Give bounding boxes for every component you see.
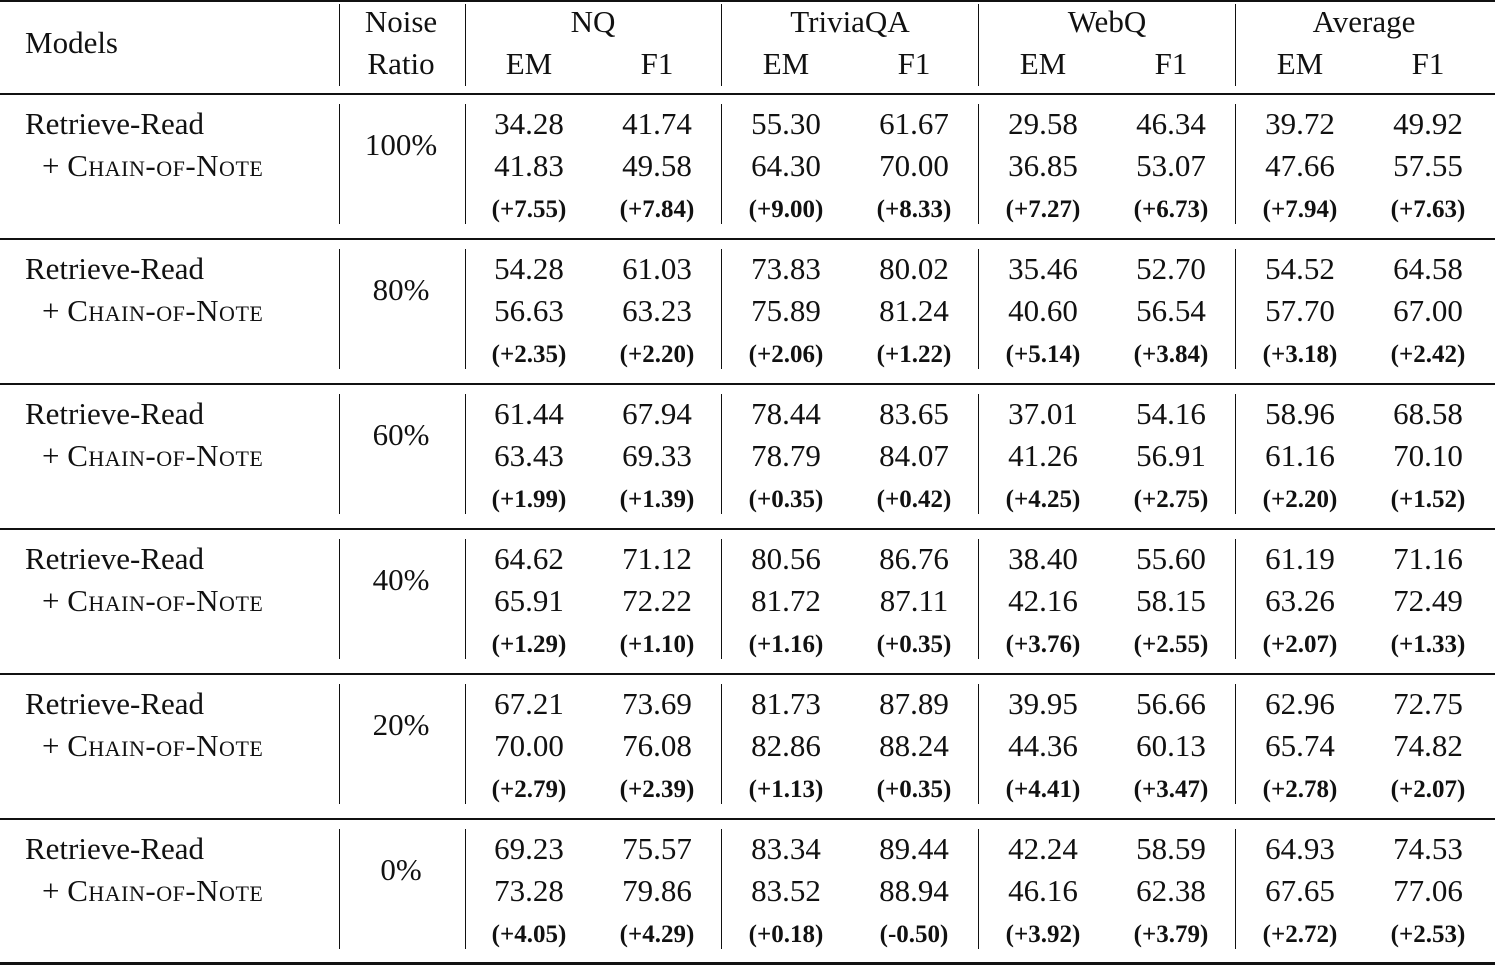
model-name-base: Retrieve-Read: [25, 541, 205, 576]
score-baseline: 80.56: [751, 541, 821, 576]
score-baseline: 54.16: [1136, 396, 1206, 431]
score-chain-of-note: 42.16: [1008, 583, 1078, 618]
score-improvement: (+2.06): [748, 341, 824, 368]
score-improvement: (+1.22): [876, 341, 952, 368]
score-improvement: (+1.52): [1390, 486, 1466, 513]
header-f1: F1: [897, 46, 931, 81]
score-improvement: (+3.79): [1133, 921, 1209, 948]
method-name: Chain-of-Note: [67, 438, 264, 473]
score-improvement: (+2.07): [1262, 631, 1338, 658]
noise-ratio: 0%: [380, 852, 422, 887]
column-divider: [978, 394, 979, 514]
score-improvement: (+4.05): [491, 921, 567, 948]
score-improvement: (+2.20): [619, 341, 695, 368]
score-baseline: 54.28: [494, 251, 564, 286]
method-name: Chain-of-Note: [67, 728, 264, 763]
score-chain-of-note: 69.33: [622, 438, 692, 473]
plus-prefix: +: [42, 438, 68, 473]
score-chain-of-note: 81.24: [879, 293, 949, 328]
header-dataset-webq: WebQ: [1067, 4, 1147, 39]
column-divider: [721, 829, 722, 949]
column-divider: [1235, 539, 1236, 659]
column-divider: [339, 104, 340, 224]
group-separator-rule: [0, 673, 1495, 675]
model-name-chain-of-note: [42, 291, 263, 331]
score-improvement: (+7.84): [619, 196, 695, 223]
column-divider: [339, 4, 340, 86]
score-baseline: 87.89: [879, 686, 949, 721]
method-name: Chain-of-Note: [67, 583, 264, 618]
column-divider: [978, 249, 979, 369]
column-divider: [721, 4, 722, 86]
header-bottom-rule: [0, 93, 1495, 95]
noise-ratio: 20%: [372, 707, 430, 742]
score-improvement: (+2.78): [1262, 776, 1338, 803]
header-dataset-triviaqa: TriviaQA: [790, 4, 910, 39]
score-baseline: 38.40: [1008, 541, 1078, 576]
score-baseline: 34.28: [494, 106, 564, 141]
score-baseline: 83.34: [751, 831, 821, 866]
header-models: Models: [25, 25, 118, 60]
score-improvement: (+5.14): [1005, 341, 1081, 368]
score-chain-of-note: 56.91: [1136, 438, 1206, 473]
header-dataset-nq: NQ: [570, 4, 616, 39]
score-chain-of-note: 83.52: [751, 873, 821, 908]
score-improvement: (+2.75): [1133, 486, 1209, 513]
model-name-chain-of-note: [42, 146, 263, 186]
header-em: EM: [505, 46, 553, 81]
model-name-base: Retrieve-Read: [25, 686, 205, 721]
score-improvement: (+1.10): [619, 631, 695, 658]
score-chain-of-note: 56.54: [1136, 293, 1206, 328]
header-dataset-average: Average: [1312, 4, 1416, 39]
method-name: Chain-of-Note: [67, 873, 264, 908]
score-baseline: 37.01: [1008, 396, 1078, 431]
column-divider: [1235, 684, 1236, 804]
score-chain-of-note: 44.36: [1008, 728, 1078, 763]
score-baseline: 64.93: [1265, 831, 1335, 866]
header-f1: F1: [1154, 46, 1188, 81]
score-improvement: (+4.29): [619, 921, 695, 948]
group-separator-rule: [0, 528, 1495, 530]
score-baseline: 61.67: [879, 106, 949, 141]
score-improvement: (+4.25): [1005, 486, 1081, 513]
score-baseline: 67.21: [494, 686, 564, 721]
score-baseline: 61.44: [494, 396, 564, 431]
score-improvement: (+9.00): [748, 196, 824, 223]
score-improvement: (+2.42): [1390, 341, 1466, 368]
score-chain-of-note: 72.49: [1393, 583, 1463, 618]
column-divider: [721, 104, 722, 224]
score-improvement: (+1.99): [491, 486, 567, 513]
score-chain-of-note: 73.28: [494, 873, 564, 908]
plus-prefix: +: [42, 583, 68, 618]
header-f1: F1: [1411, 46, 1445, 81]
score-baseline: 41.74: [622, 106, 692, 141]
noise-ratio: 60%: [372, 417, 430, 452]
score-baseline: 75.57: [622, 831, 692, 866]
header-em: EM: [1276, 46, 1324, 81]
score-improvement: (+7.27): [1005, 196, 1081, 223]
column-divider: [465, 249, 466, 369]
score-chain-of-note: 67.65: [1265, 873, 1335, 908]
score-improvement: (+3.47): [1133, 776, 1209, 803]
score-baseline: 68.58: [1393, 396, 1463, 431]
score-improvement: (+7.55): [491, 196, 567, 223]
score-improvement: (+3.18): [1262, 341, 1338, 368]
column-divider: [1235, 4, 1236, 86]
column-divider: [339, 829, 340, 949]
method-name: Chain-of-Note: [67, 293, 264, 328]
score-baseline: 54.52: [1265, 251, 1335, 286]
score-baseline: 73.69: [622, 686, 692, 721]
score-improvement: (+2.20): [1262, 486, 1338, 513]
score-chain-of-note: 65.74: [1265, 728, 1335, 763]
score-chain-of-note: 79.86: [622, 873, 692, 908]
score-improvement: (+7.63): [1390, 196, 1466, 223]
column-divider: [465, 104, 466, 224]
group-separator-rule: [0, 238, 1495, 240]
score-chain-of-note: 60.13: [1136, 728, 1206, 763]
score-baseline: 89.44: [879, 831, 949, 866]
score-improvement: (+3.92): [1005, 921, 1081, 948]
score-baseline: 46.34: [1136, 106, 1206, 141]
score-chain-of-note: 46.16: [1008, 873, 1078, 908]
score-chain-of-note: 70.00: [494, 728, 564, 763]
score-improvement: (+3.76): [1005, 631, 1081, 658]
score-chain-of-note: 74.82: [1393, 728, 1463, 763]
score-improvement: (+2.53): [1390, 921, 1466, 948]
column-divider: [1235, 394, 1236, 514]
column-divider: [721, 249, 722, 369]
score-chain-of-note: 63.26: [1265, 583, 1335, 618]
model-name-chain-of-note: [42, 581, 263, 621]
model-name-base: Retrieve-Read: [25, 106, 205, 141]
column-divider: [1235, 249, 1236, 369]
score-chain-of-note: 76.08: [622, 728, 692, 763]
score-baseline: 86.76: [879, 541, 949, 576]
score-baseline: 55.30: [751, 106, 821, 141]
score-chain-of-note: 82.86: [751, 728, 821, 763]
score-chain-of-note: 70.00: [879, 148, 949, 183]
score-baseline: 83.65: [879, 396, 949, 431]
score-baseline: 49.92: [1393, 106, 1463, 141]
score-improvement: (+8.33): [876, 196, 952, 223]
score-improvement: (+1.33): [1390, 631, 1466, 658]
score-chain-of-note: 57.70: [1265, 293, 1335, 328]
score-improvement: (+1.39): [619, 486, 695, 513]
header-noise-bottom: Ratio: [367, 46, 435, 81]
column-divider: [339, 249, 340, 369]
score-chain-of-note: 56.63: [494, 293, 564, 328]
score-chain-of-note: 53.07: [1136, 148, 1206, 183]
score-baseline: 69.23: [494, 831, 564, 866]
score-chain-of-note: 64.30: [751, 148, 821, 183]
header-em: EM: [762, 46, 810, 81]
column-divider: [721, 684, 722, 804]
score-improvement: (+4.41): [1005, 776, 1081, 803]
header-top-rule: [0, 0, 1495, 2]
score-improvement: (+0.35): [876, 776, 952, 803]
column-divider: [978, 104, 979, 224]
score-improvement: (+0.18): [748, 921, 824, 948]
column-divider: [978, 4, 979, 86]
model-name-chain-of-note: [42, 436, 263, 476]
score-baseline: 61.03: [622, 251, 692, 286]
column-divider: [339, 394, 340, 514]
score-chain-of-note: 77.06: [1393, 873, 1463, 908]
score-chain-of-note: 40.60: [1008, 293, 1078, 328]
column-divider: [465, 394, 466, 514]
plus-prefix: +: [42, 873, 68, 908]
score-baseline: 67.94: [622, 396, 692, 431]
plus-prefix: +: [42, 293, 68, 328]
score-improvement: (+2.55): [1133, 631, 1209, 658]
score-chain-of-note: 67.00: [1393, 293, 1463, 328]
model-name-chain-of-note: [42, 726, 263, 766]
score-baseline: 52.70: [1136, 251, 1206, 286]
score-improvement: (+3.84): [1133, 341, 1209, 368]
column-divider: [978, 539, 979, 659]
column-divider: [721, 539, 722, 659]
score-baseline: 62.96: [1265, 686, 1335, 721]
score-baseline: 58.96: [1265, 396, 1335, 431]
score-chain-of-note: 63.43: [494, 438, 564, 473]
score-improvement: (+0.35): [748, 486, 824, 513]
score-baseline: 72.75: [1393, 686, 1463, 721]
model-name-chain-of-note: [42, 871, 263, 911]
score-improvement: (+2.39): [619, 776, 695, 803]
column-divider: [465, 829, 466, 949]
header-f1: F1: [640, 46, 674, 81]
score-baseline: 39.95: [1008, 686, 1078, 721]
header-em: EM: [1019, 46, 1067, 81]
score-chain-of-note: 70.10: [1393, 438, 1463, 473]
column-divider: [339, 539, 340, 659]
plus-prefix: +: [42, 148, 68, 183]
score-chain-of-note: 72.22: [622, 583, 692, 618]
score-improvement: (+6.73): [1133, 196, 1209, 223]
column-divider: [465, 539, 466, 659]
column-divider: [1235, 829, 1236, 949]
score-baseline: 61.19: [1265, 541, 1335, 576]
score-baseline: 29.58: [1008, 106, 1078, 141]
column-divider: [721, 394, 722, 514]
column-divider: [465, 4, 466, 86]
plus-prefix: +: [42, 728, 68, 763]
group-separator-rule: [0, 818, 1495, 820]
noise-ratio: 80%: [372, 272, 430, 307]
score-baseline: 74.53: [1393, 831, 1463, 866]
score-chain-of-note: 63.23: [622, 293, 692, 328]
score-chain-of-note: 78.79: [751, 438, 821, 473]
score-improvement: (+0.35): [876, 631, 952, 658]
score-chain-of-note: 81.72: [751, 583, 821, 618]
score-baseline: 71.16: [1393, 541, 1463, 576]
column-divider: [978, 829, 979, 949]
score-chain-of-note: 58.15: [1136, 583, 1206, 618]
score-baseline: 55.60: [1136, 541, 1206, 576]
score-chain-of-note: 65.91: [494, 583, 564, 618]
score-baseline: 73.83: [751, 251, 821, 286]
table-bottom-rule: [0, 962, 1495, 965]
score-improvement: (+1.29): [491, 631, 567, 658]
model-name-base: Retrieve-Read: [25, 831, 205, 866]
score-baseline: 78.44: [751, 396, 821, 431]
score-baseline: 71.12: [622, 541, 692, 576]
score-improvement: (+0.42): [876, 486, 952, 513]
score-chain-of-note: 47.66: [1265, 148, 1335, 183]
column-divider: [1235, 104, 1236, 224]
score-baseline: 64.58: [1393, 251, 1463, 286]
header-noise-top: Noise: [364, 4, 438, 39]
method-name: Chain-of-Note: [67, 148, 264, 183]
model-name-base: Retrieve-Read: [25, 396, 205, 431]
score-improvement: (+2.79): [491, 776, 567, 803]
score-baseline: 35.46: [1008, 251, 1078, 286]
score-chain-of-note: 88.24: [879, 728, 949, 763]
group-separator-rule: [0, 383, 1495, 385]
score-improvement: (+7.94): [1262, 196, 1338, 223]
score-improvement: (+2.35): [491, 341, 567, 368]
column-divider: [339, 684, 340, 804]
score-baseline: 58.59: [1136, 831, 1206, 866]
score-chain-of-note: 62.38: [1136, 873, 1206, 908]
score-chain-of-note: 88.94: [879, 873, 949, 908]
score-improvement: (+1.16): [748, 631, 824, 658]
score-chain-of-note: 36.85: [1008, 148, 1078, 183]
score-chain-of-note: 41.26: [1008, 438, 1078, 473]
noise-ratio: 40%: [372, 562, 430, 597]
score-improvement: (-0.50): [879, 921, 949, 948]
score-improvement: (+2.72): [1262, 921, 1338, 948]
score-baseline: 39.72: [1265, 106, 1335, 141]
score-chain-of-note: 57.55: [1393, 148, 1463, 183]
score-chain-of-note: 49.58: [622, 148, 692, 183]
score-baseline: 64.62: [494, 541, 564, 576]
score-baseline: 81.73: [751, 686, 821, 721]
noise-ratio: 100%: [364, 127, 438, 162]
model-name-base: Retrieve-Read: [25, 251, 205, 286]
score-chain-of-note: 84.07: [879, 438, 949, 473]
score-chain-of-note: 87.11: [879, 583, 949, 618]
column-divider: [465, 684, 466, 804]
score-baseline: 56.66: [1136, 686, 1206, 721]
score-chain-of-note: 41.83: [494, 148, 564, 183]
column-divider: [978, 684, 979, 804]
score-baseline: 80.02: [879, 251, 949, 286]
score-chain-of-note: 61.16: [1265, 438, 1335, 473]
score-chain-of-note: 75.89: [751, 293, 821, 328]
score-baseline: 42.24: [1008, 831, 1078, 866]
score-improvement: (+1.13): [748, 776, 824, 803]
score-improvement: (+2.07): [1390, 776, 1466, 803]
